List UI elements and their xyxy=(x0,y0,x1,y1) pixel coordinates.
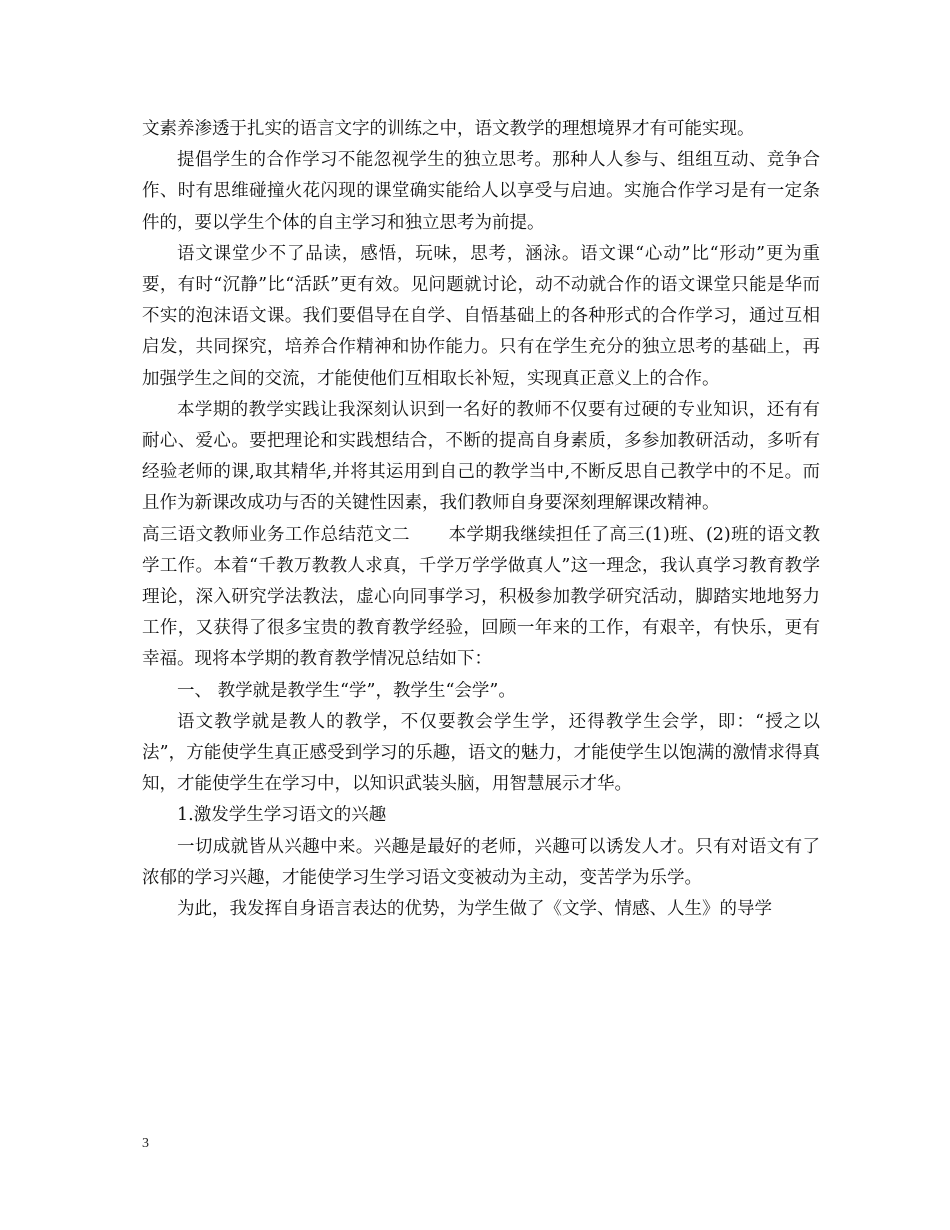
paragraph-subheading: 1.激发学生学习语文的兴趣 xyxy=(177,805,387,826)
section-title: 高三语文教师业务工作总结范文二 xyxy=(142,524,410,545)
paragraph-6: 一切成就皆从兴趣中来。兴趣是最好的老师，兴趣可以诱发人才。只有对语文有了浓郁的学习兴趣，才能使学习生学习语文变被动为主动，变苦学为乐学。 xyxy=(142,836,820,888)
paragraph-7: 为此，我发挥自身语言表达的优势，为学生做了《文学、情感、人生》的导学 xyxy=(177,899,772,920)
paragraph-5: 语文教学就是教人的教学，不仅要教会学生学，还得教学生会学，即：“授之以法”，方能使学生真正感受到学习的乐趣，语文的魅力，才能使学生以饱满的激情求得真知，才能使学生在学习中，以知识武装头脑，用智慧展示才华。 xyxy=(142,711,820,795)
page-number: 3 xyxy=(142,1136,149,1151)
paragraph-3: 语文课堂少不了品读，感悟，玩味，思考，涵泳。语文课“心动”比“形动”更为重要，有时“沉静”比“活跃”更有效。见问题就讨论，动不动就合作的语文课堂只能是华而不实的泡沫语文课。我们要倡导在自学、自悟基础上的各种形式的合作学习，通过互相启发，共同探究，培养合作精神和协作能力。只有在学生充分的独立思考的基础上，再加强学生之间的交流，才能使他们互相取长补短，实现真正意义上的合作。 xyxy=(142,243,820,389)
section-heading-paragraph xyxy=(142,520,820,676)
document-body xyxy=(142,114,820,925)
paragraph-heading-one: 一、 教学就是教学生“学”，教学生“会学”。 xyxy=(177,680,516,701)
paragraph-1: 文素养渗透于扎实的语言文字的训练之中，语文教学的理想境界才有可能实现。 xyxy=(142,119,755,139)
paragraph-4: 本学期的教学实践让我深刻认识到一名好的教师不仅要有过硬的专业知识，还有有耐心、爱心。要把理论和实践想结合，不断的提高自身素质，多参加教研活动，多听有经验老师的课,取其精华,并将其运用到自己的教学当中,不断反思自己教学中的不足。而且作为新课改成功与否的关键性因素，我们教师自身要深刻理解课改精神。 xyxy=(142,399,820,514)
paragraph-2: 提倡学生的合作学习不能忽视学生的独立思考。那种人人参与、组组互动、竞争合作、时有思维碰撞火花闪现的课堂确实能给人以享受与启迪。实施合作学习是有一定条件的，要以学生个体的自主学习和独立思考为前提。 xyxy=(142,150,820,233)
section-intro-text: 本学期我继续担任了高三(1)班、(2)班的语文教学工作。本着“千教万教教人求真，千学万学学做真人”这一理念，我认真学习教育教学理论，深入研究学法教法，虚心向同事学习，积极参加教学研究活动，脚踏实地地努力工作，又获得了很多宝贵的教育教学经验，回顾一年来的工作，有艰辛，有快乐，更有幸福。现将本学期的教育教学情况总结如下： xyxy=(142,524,821,670)
